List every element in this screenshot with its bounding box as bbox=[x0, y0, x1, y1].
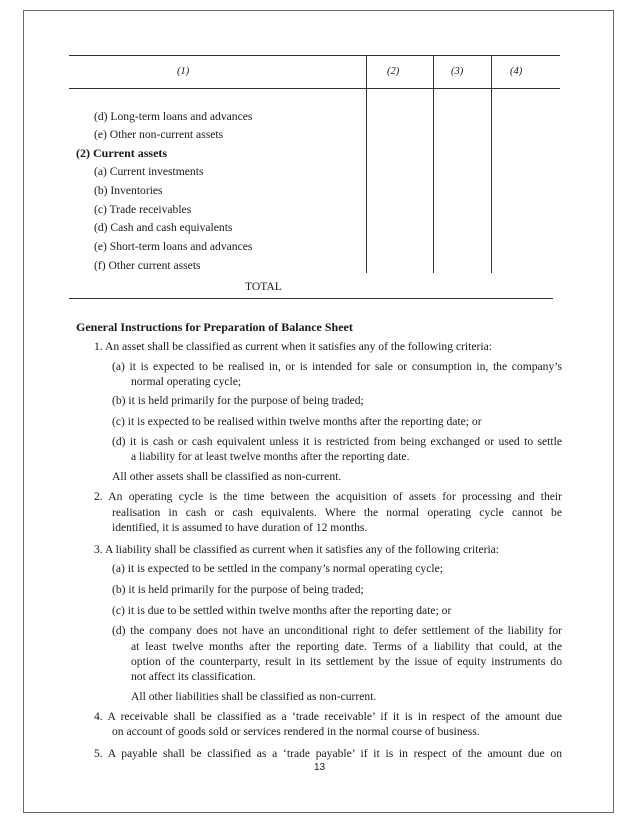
instruction-line: 4. A receivable shall be classified as a ‘trade receivable’ if it is in respect of the amount due bbox=[94, 710, 562, 723]
instruction-line: (c) it is due to be settled within twelve months after the reporting date; or bbox=[112, 604, 452, 617]
instruction-line: (d) it is cash or cash equivalent unless it is restricted from being exchanged or used to settle bbox=[112, 435, 562, 448]
instruction-line: (a) it is expected to be settled in the company’s normal operating cycle; bbox=[112, 562, 443, 575]
instruction-line: All other liabilities shall be classified as non-current. bbox=[131, 690, 377, 703]
column-header-1: (1) bbox=[177, 66, 190, 77]
instruction-line: a liability for at least twelve months after the reporting date. bbox=[131, 450, 410, 463]
table-row-other-current-assets: (f) Other current assets bbox=[94, 259, 201, 272]
column-header-4: (4) bbox=[510, 66, 523, 77]
column-header-3: (3) bbox=[451, 66, 464, 77]
instruction-line: (c) it is expected to be realised within twelve months after the reporting date; or bbox=[112, 415, 482, 428]
table-row-other-non-current-assets: (e) Other non-current assets bbox=[94, 128, 224, 141]
instruction-line: 3. A liability shall be classified as current when it satisfies any of the following criteria: bbox=[94, 543, 500, 556]
table-row-short-term-loans: (e) Short-term loans and advances bbox=[94, 240, 253, 253]
instruction-line: realisation in cash or cash equivalents. Where the normal operating cycle cannot be bbox=[112, 506, 562, 519]
instruction-line: option of the counterparty, result in its settlement by the issue of equity instruments do bbox=[131, 655, 562, 668]
table-top-rule bbox=[69, 55, 560, 56]
instruction-line: on account of goods sold or services rendered in the normal course of business. bbox=[112, 725, 480, 738]
table-row-current-investments: (a) Current investments bbox=[94, 165, 204, 178]
column-divider-3 bbox=[433, 55, 434, 273]
table-row-long-term-loans: (d) Long-term loans and advances bbox=[94, 110, 253, 123]
column-divider-2 bbox=[366, 55, 367, 273]
instruction-line: not affect its classification. bbox=[131, 670, 256, 683]
page-number: 13 bbox=[314, 762, 326, 773]
table-header-rule bbox=[69, 88, 560, 89]
table-row-inventories: (b) Inventories bbox=[94, 184, 163, 197]
table-total-rule bbox=[69, 298, 553, 299]
column-divider-4 bbox=[491, 55, 492, 273]
current-assets-heading: (2) Current assets bbox=[76, 146, 168, 160]
instructions-heading: General Instructions for Preparation of Balance Sheet bbox=[76, 320, 353, 334]
instruction-line: 1. An asset shall be classified as current when it satisfies any of the following criteria: bbox=[94, 340, 492, 353]
instruction-line: 2. An operating cycle is the time between the acquisition of assets for processing and their bbox=[94, 490, 562, 503]
instruction-line: 5. A payable shall be classified as a ‘trade payable’ if it is in respect of the amount due on bbox=[94, 747, 562, 760]
table-row-trade-receivables: (c) Trade receivables bbox=[94, 203, 192, 216]
instruction-line: (b) it is held primarily for the purpose of being traded; bbox=[112, 583, 364, 596]
table-total-label: TOTAL bbox=[245, 280, 282, 293]
instruction-line: at least twelve months after the reporting date. Terms of a liability that could, at the bbox=[131, 640, 562, 653]
instruction-line: All other assets shall be classified as non-current. bbox=[112, 470, 342, 483]
table-row-cash-equivalents: (d) Cash and cash equivalents bbox=[94, 221, 233, 234]
instruction-line: normal operating cycle; bbox=[131, 375, 242, 388]
instruction-line: (b) it is held primarily for the purpose of being traded; bbox=[112, 394, 364, 407]
instruction-line: (d) the company does not have an unconditional right to defer settlement of the liability for bbox=[112, 624, 562, 637]
column-header-2: (2) bbox=[387, 66, 400, 77]
instruction-line: (a) it is expected to be realised in, or is intended for sale or consumption in, the company’s bbox=[112, 360, 562, 373]
instruction-line: identified, it is assumed to have duration of 12 months. bbox=[112, 521, 368, 534]
